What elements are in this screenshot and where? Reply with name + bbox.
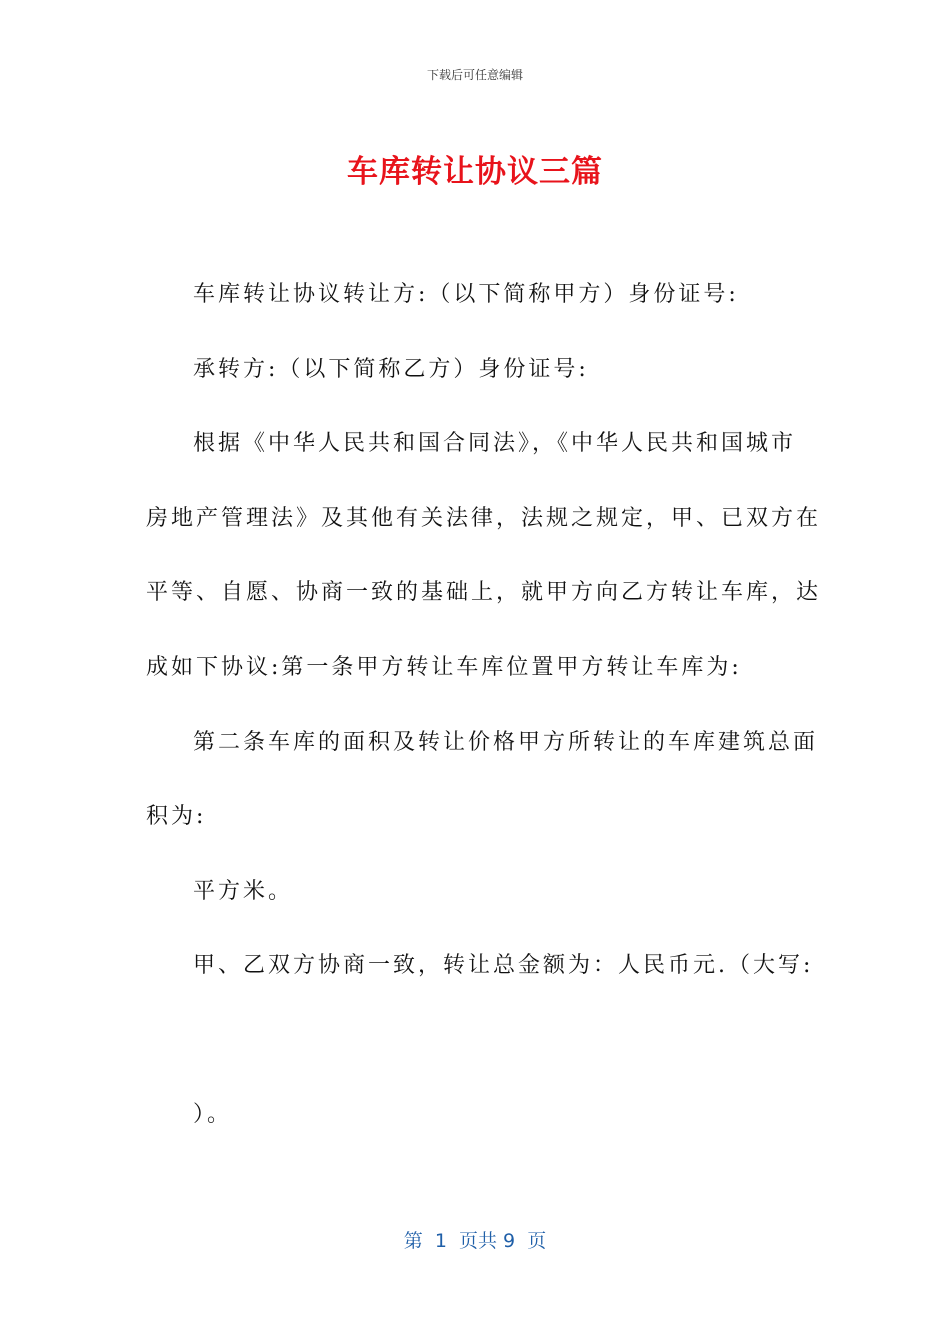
header-note: 下载后可任意编辑 [426, 68, 523, 82]
body-line-7: 第二条车库的面积及转让价格甲方所转让的车库建筑总面 [193, 730, 819, 755]
body-line-11: ）。 [193, 1102, 233, 1127]
body-line-8: 积为: [146, 804, 207, 829]
body-line-2: 承转方:（以下简称乙方）身份证号: [193, 357, 589, 382]
page-number-footer: 第 1 页共 9 页 [403, 1230, 547, 1252]
body-line-1: 车库转让协议转让方:（以下简称甲方）身份证号: [193, 282, 739, 307]
body-line-3: 根据《中华人民共和国合同法》，《中华人民共和国城市 [193, 431, 797, 456]
body-line-10: 甲、乙双方协商一致，转让总金额为：人民币元.（大写: [193, 953, 814, 978]
body-line-9: 平方米。 [193, 879, 294, 904]
document-title: 车库转让协议三篇 [347, 154, 603, 190]
body-line-6: 成如下协议:第一条甲方转让车库位置甲方转让车库为: [146, 655, 742, 680]
body-line-5: 平等、自愿、协商一致的基础上，就甲方向乙方转让车库，达 [146, 580, 822, 605]
body-line-4: 房地产管理法》及其他有关法律，法规之规定，甲、已双方在 [146, 506, 822, 531]
